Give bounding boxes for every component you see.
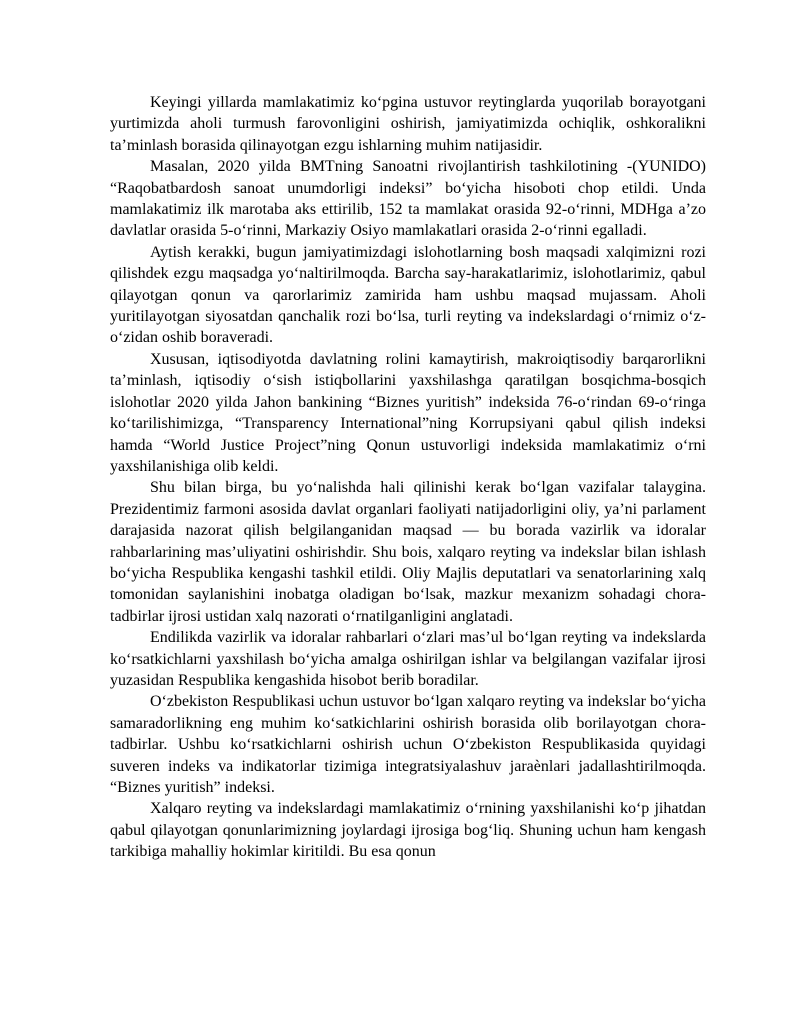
- paragraph-1: Keyingi yillarda mamlakatimiz koʻpgina ustuvor reytinglarda yuqorilab borayotgani yurtimizda aholi turmush farovonligini oshirish, jamiyatimizda ochiqlik, oshkoralikni taʼminlash borasida qilinayotgan ezgu ishlarning muhim natijasidir.: [110, 94, 706, 154]
- paragraph-7: Oʻzbekiston Respublikasi uchun ustuvor boʻlgan xalqaro reyting va indekslar boʻyicha samaradorlikning eng muhim koʻsatkichlarini oshirish borasida olib borilayotgan chora-tadbirlar. Ushbu koʻrsatkichlarni oshirish uchun Oʻzbekiston Respublikasida quyidagi suveren indeks va indikatorlar tizimiga integratsiyalashuv jaraènlari jadallashtirilmoqda. “Biznes yuritish” indeksi.: [110, 693, 706, 796]
- paragraph-6: Endilikda vazirlik va idoralar rahbarlari oʻzlari masʼul boʻlgan reyting va indekslarda koʻrsatkichlarni yaxshilash boʻyicha amalga oshirilgan ishlar va belgilangan vazifalar ijrosi yuzasidan Respublika kengashida hisobot berib boradilar.: [110, 629, 706, 689]
- paragraph-8: Xalqaro reyting va indekslardagi mamlakatimiz oʻrnining yaxshilanishi koʻp jihatdan qabul qilayotgan qonunlarimizning joylardagi ijrosiga bogʻliq. Shuning uchun ham kengash tarkibiga mahalliy hokimlar kiritildi. Bu esa qonun: [110, 800, 706, 861]
- paragraph-5: Shu bilan birga, bu yoʻnalishda hali qilinishi kerak boʻlgan vazifalar talaygina. Prezidentimiz farmoni asosida davlat organlari faoliyati natijadorligini oliy, yaʼni parlament darajasida nazorat qilish belgilanganidan maqsad — bu borada vazirlik va idoralar rahbarlarining masʼuliyatini oshirishdir. Shu bois, xalqaro reyting va indekslar bilan ishlash boʻyicha Respublika kengashi tashkil etildi. Oliy Majlis deputatlari va senatorlarining xalq tomonidan saylanishini inobatga oladigan boʻlsak, mazkur mexanizm sohadagi chora-tadbirlar ijrosi ustidan xalq nazorati oʻrnatilganligini anglatadi.: [110, 479, 706, 625]
- paragraph-3: Aytish kerakki, bugun jamiyatimizdagi islohotlarning bosh maqsadi xalqimizni rozi qilishdek ezgu maqsadga yoʻnaltirilmoqda. Barcha say-harakatlarimiz, islohotlarimiz, qabul qilayotgan qonun va qarorlarimiz zamirida ham ushbu maqsad mujassam. Aholi yuritilayotgan siyosatdan qanchalik rozi boʻlsa, turli reyting va indekslardagi oʻrnimiz oʻz-oʻzidan oshib boraveradi.: [110, 243, 706, 347]
- paragraph-2: Masalan, 2020 yilda BMTning Sanoatni rivojlantirish tashkilotining -(YUNIDO) “Raqobatbardosh sanoat unumdorligi indeksi” boʻyicha hisoboti chop etildi. Unda mamlakatimiz ilk marotaba aks ettirilib, 152 ta mamlakat orasida 92-oʻrinni, MDHga aʼzo davlatlar orasida 5-oʻrinni, Markaziy Osiyo mamlakatlari orasida 2-oʻrinni egalladi.: [110, 158, 706, 240]
- document-body: [110, 92, 706, 863]
- paragraph-4: Xususan, iqtisodiyotda davlatning rolini kamaytirish, makroiqtisodiy barqarorlikni taʼminlash, iqtisodiy oʻsish istiqbollarini yaxshilashga qaratilgan bosqichma-bosqich islohotlar 2020 yilda Jahon bankining “Biznes yuritish” indeksida 76-oʻrindan 69-oʻringa koʻtarilishimizga, “Transparency International”ning Korrupsiyani qabul qilish indeksi hamda “World Justice Project”ning Qonun ustuvorligi indeksida mamlakatimiz oʻrni yaxshilanishiga olib keldi.: [110, 350, 706, 475]
